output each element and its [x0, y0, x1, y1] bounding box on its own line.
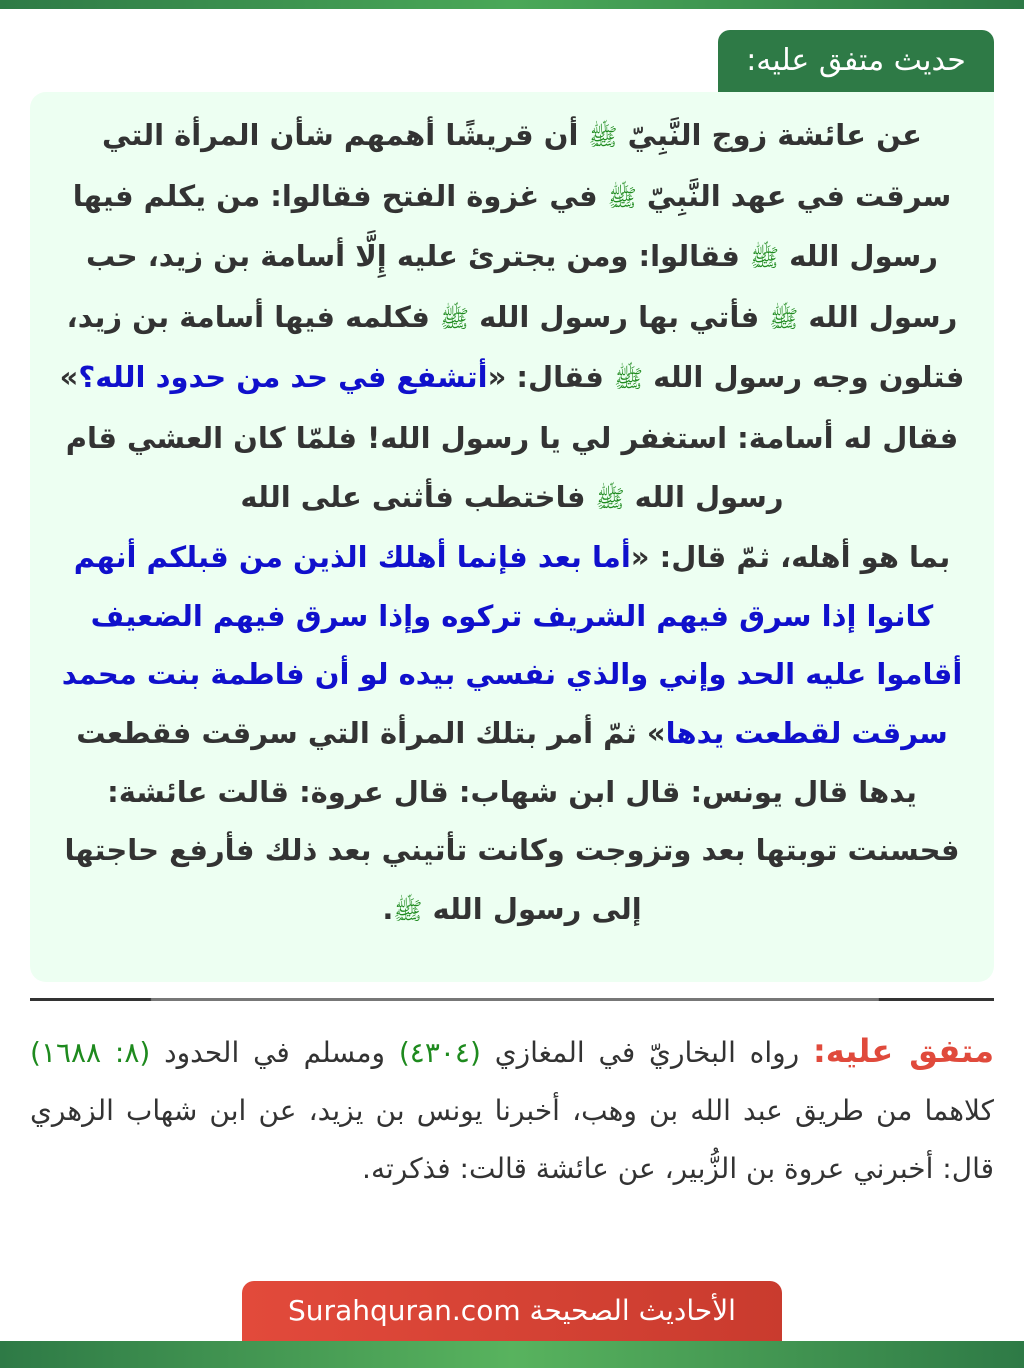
- hadith-text: في غزوة الفتح فقالوا: من يكلم فيها رسول الله: [72, 178, 938, 274]
- hadith-text: بما هو أهله، ثمّ قال: «: [630, 540, 951, 575]
- footnote-text-1: رواه البخاريّ في المغازي: [480, 1036, 813, 1069]
- salawat-icon: ﷺ: [749, 244, 779, 273]
- prophet-quote: أما بعد فإنما أهلك الذين من قبلكم أنهم كانوا إذا سرق فيهم الشريف تركوه وإذا سرق فيهم الضعيف أقاموا عليه الحد وإني والذي نفسي بيده لو أن فاطمة بنت محمد سرقت لقطعت يدها: [61, 540, 963, 750]
- reference-bukhari: (٤٣٠٤): [398, 1036, 481, 1069]
- hadith-text: فأتي بها رسول الله: [468, 299, 770, 334]
- reference-muslim: (٨: ١٦٨٨): [30, 1036, 151, 1069]
- divider: [30, 998, 994, 1001]
- salawat-icon: ﷺ: [588, 123, 618, 151]
- salawat-icon: ﷺ: [607, 183, 637, 212]
- hadith-text: » فقال له أسامة: استغفر لي يا رسول الله! فلمّا كان العشي قام رسول الله: [59, 360, 959, 514]
- hadith-text: عن عائشة زوج النَّبِيّ: [617, 118, 922, 152]
- hadith-text: فكلمه فيها أسامة بن زيد، فتلون وجه رسول الله: [66, 299, 965, 395]
- footnote-label: متفق عليه:: [813, 1032, 995, 1070]
- salawat-icon: ﷺ: [614, 365, 644, 394]
- footnote-text-2: ومسلم في الحدود: [150, 1036, 399, 1069]
- prophet-quote: أتشفع في حد من حدود الله؟: [78, 360, 488, 395]
- hadith-text-box: [30, 92, 994, 982]
- hadith-text: .: [382, 891, 394, 926]
- salawat-icon: ﷺ: [439, 304, 469, 333]
- salawat-icon: ﷺ: [769, 304, 799, 333]
- hadith-text: » ثمّ أمر بتلك المرأة التي سرقت فقطعت يدها قال يونس: قال ابن شهاب: قال عروة: قالت عائشة: فحسنت توبتها بعد وتزوجت وكانت تأتيني بعد ذلك فأرفع حاجتها إلى رسول الله: [64, 715, 960, 926]
- hadith-text: فاختطب فأثنى على الله: [240, 479, 596, 514]
- salawat-icon: ﷺ: [595, 484, 625, 513]
- footnote: [30, 1022, 994, 1198]
- hadith-paragraph-1: [52, 106, 972, 528]
- brand-badge-link[interactable]: الأحاديث الصحيحة Surahquran.com: [242, 1281, 782, 1341]
- section-label: حديث متفق عليه:: [718, 30, 994, 92]
- hadith-text: فقالوا: ومن يجترئ عليه إِلَّا أسامة بن زيد، حب رسول الله: [86, 239, 958, 334]
- salawat-icon: ﷺ: [393, 896, 423, 925]
- hadith-text: أن قريشًا أهمهم شأن المرأة التي سرقت في عهد النَّبِيّ: [102, 118, 952, 213]
- top-decorative-bar: [0, 0, 1024, 9]
- bottom-decorative-bar: [0, 1341, 1024, 1368]
- hadith-text: فقال: «: [487, 360, 615, 395]
- footnote-text-3: كلاهما من طريق عبد الله بن وهب، أخبرنا يونس بن يزيد، عن ابن شهاب الزهري قال: أخبرني عروة بن الزُّبير، عن عائشة قالت: فذكرته.: [30, 1094, 994, 1185]
- hadith-paragraph-2: [52, 528, 972, 940]
